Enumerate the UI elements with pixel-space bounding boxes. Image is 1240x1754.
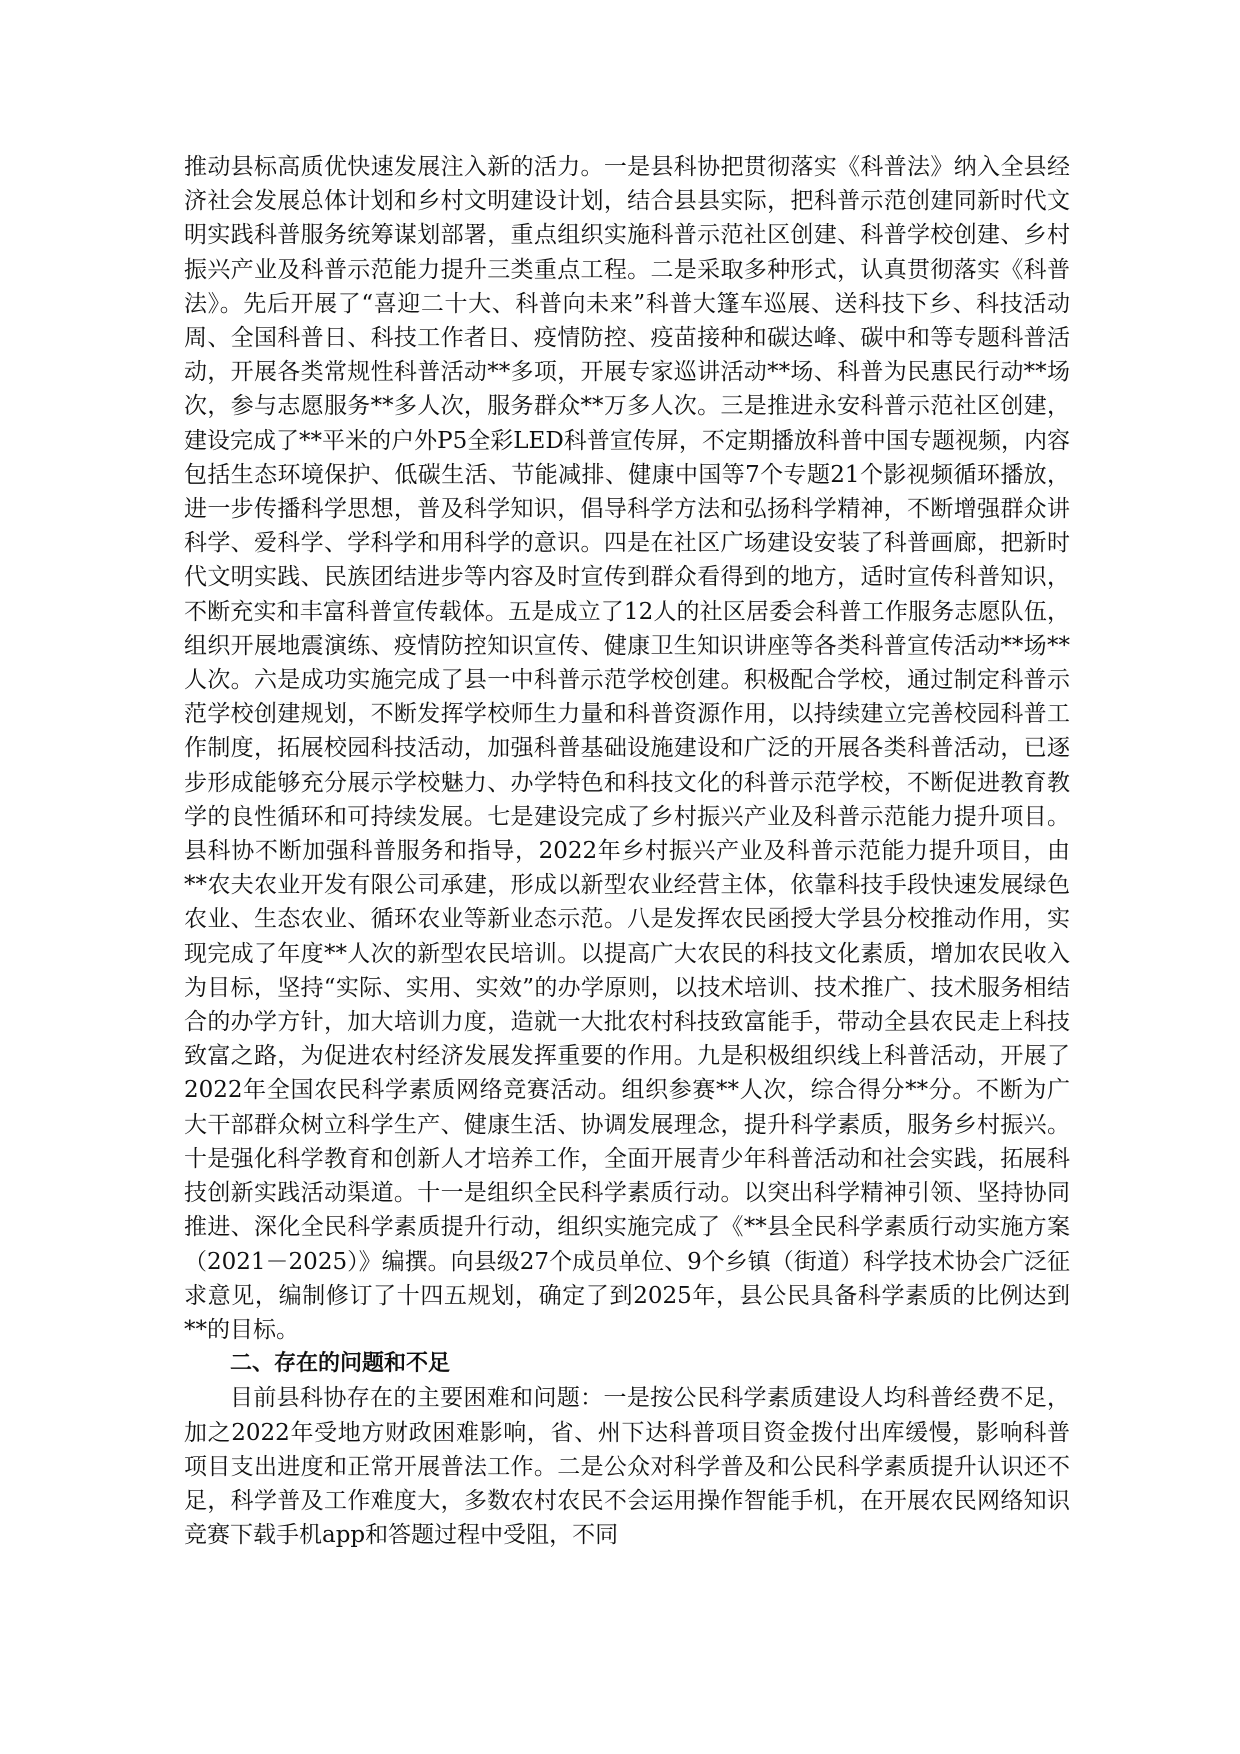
section-heading-2: 二、存在的问题和不足	[230, 1351, 451, 1377]
document-page	[184, 150, 1070, 1552]
body-paragraph-1: 推动县标高质优快速发展注入新的活力。一是县科协把贯彻落实《科普法》纳入全县经济社会发展总体计划和乡村文明建设计划，结合县县实际，把科普示范创建同新时代文明实践科普服务统筹谋划部署，重点组织实施科普示范社区创建、科普学校创建、乡村振兴产业及科普示范能力提升三类重点工程。二是采取多种形式，认真贯彻落实《科普法》。先后开展了“喜迎二十大、科普向未来”科普大篷车巡展、送科技下乡、科技活动周、全国科普日、科技工作者日、疫情防控、疫苗接种和碳达峰、碳中和等专题科普活动，开展各类常规性科普活动**多项，开展专家巡讲活动**场、科普为民惠民行动**场次，参与志愿服务**多人次，服务群众**万多人次。三是推进永安科普示范社区创建，建设完成了**平米的户外P5全彩LED科普宣传屏，不定期播放科普中国专题视频，内容包括生态环境保护、低碳生活、节能减排、健康中国等7个专题21个影视频循环播放，进一步传播科学思想，普及科学知识，倡导科学方法和弘扬科学精神，不断增强群众讲科学、爱科学、学科学和用科学的意识。四是在社区广场建设安装了科普画廊，把新时代文明实践、民族团结进步等内容及时宣传到群众看得到的地方，适时宣传科普知识，不断充实和丰富科普宣传载体。五是成立了12人的社区居委会科普工作服务志愿队伍，组织开展地震演练、疫情防控知识宣传、健康卫生知识讲座等各类科普宣传活动**场**人次。六是成功实施完成了县一中科普示范学校创建。积极配合学校，通过制定科普示范学校创建规划，不断发挥学校师生力量和科普资源作用，以持续建立完善校园科普工作制度，拓展校园科技活动，加强科普基础设施建设和广泛的开展各类科普活动，已逐步形成能够充分展示学校魅力、办学特色和科技文化的科普示范学校，不断促进教育教学的良性循环和可持续发展。七是建设完成了乡村振兴产业及科普示范能力提升项目。县科协不断加强科普服务和指导，2022年乡村振兴产业及科普示范能力提升项目，由**农夫农业开发有限公司承建，形成以新型农业经营主体，依靠科技手段快速发展绿色农业、生态农业、循环农业等新业态示范。八是发挥农民函授大学县分校推动作用，实现完成了年度**人次的新型农民培训。以提高广大农民的科技文化素质，增加农民收入为目标，坚持“实际、实用、实效”的办学原则，以技术培训、技术推广、技术服务相结合的办学方针，加大培训力度，造就一大批农村科技致富能手，带动全县农民走上科技致富之路，为促进农村经济发展发挥重要的作用。九是积极组织线上科普活动，开展了2022年全国农民科学素质网络竞赛活动。组织参赛**人次，综合得分**分。不断为广大干部群众树立科学生产、健康生活、协调发展理念，提升科学素质，服务乡村振兴。十是强化科学教育和创新人才培养工作，全面开展青少年科普活动和社会实践，拓展科技创新实践活动渠道。十一是组织全民科学素质行动。以突出科学精神引领、坚持协同推进、深化全民科学素质提升行动，组织实施完成了《**县全民科学素质行动实施方案（2021－2025）》编撰。向县级27个成员单位、9个乡镇（街道）科学技术协会广泛征求意见，编制修订了十四五规划，确定了到2025年，县公民具备科学素质的比例达到**的目标。	[184, 154, 1070, 1343]
body-paragraph-2: 目前县科协存在的主要困难和问题：一是按公民科学素质建设人均科普经费不足，加之2022年受地方财政困难影响，省、州下达科普项目资金拨付出库缓慢，影响科普项目支出进度和正常开展普法工作。二是公众对科学普及和公民科学素质提升认识还不足，科学普及工作难度大，多数农村农民不会运用操作智能手机，在开展农民网络知识竞赛下载手机app和答题过程中受阻，不同	[184, 1385, 1070, 1549]
